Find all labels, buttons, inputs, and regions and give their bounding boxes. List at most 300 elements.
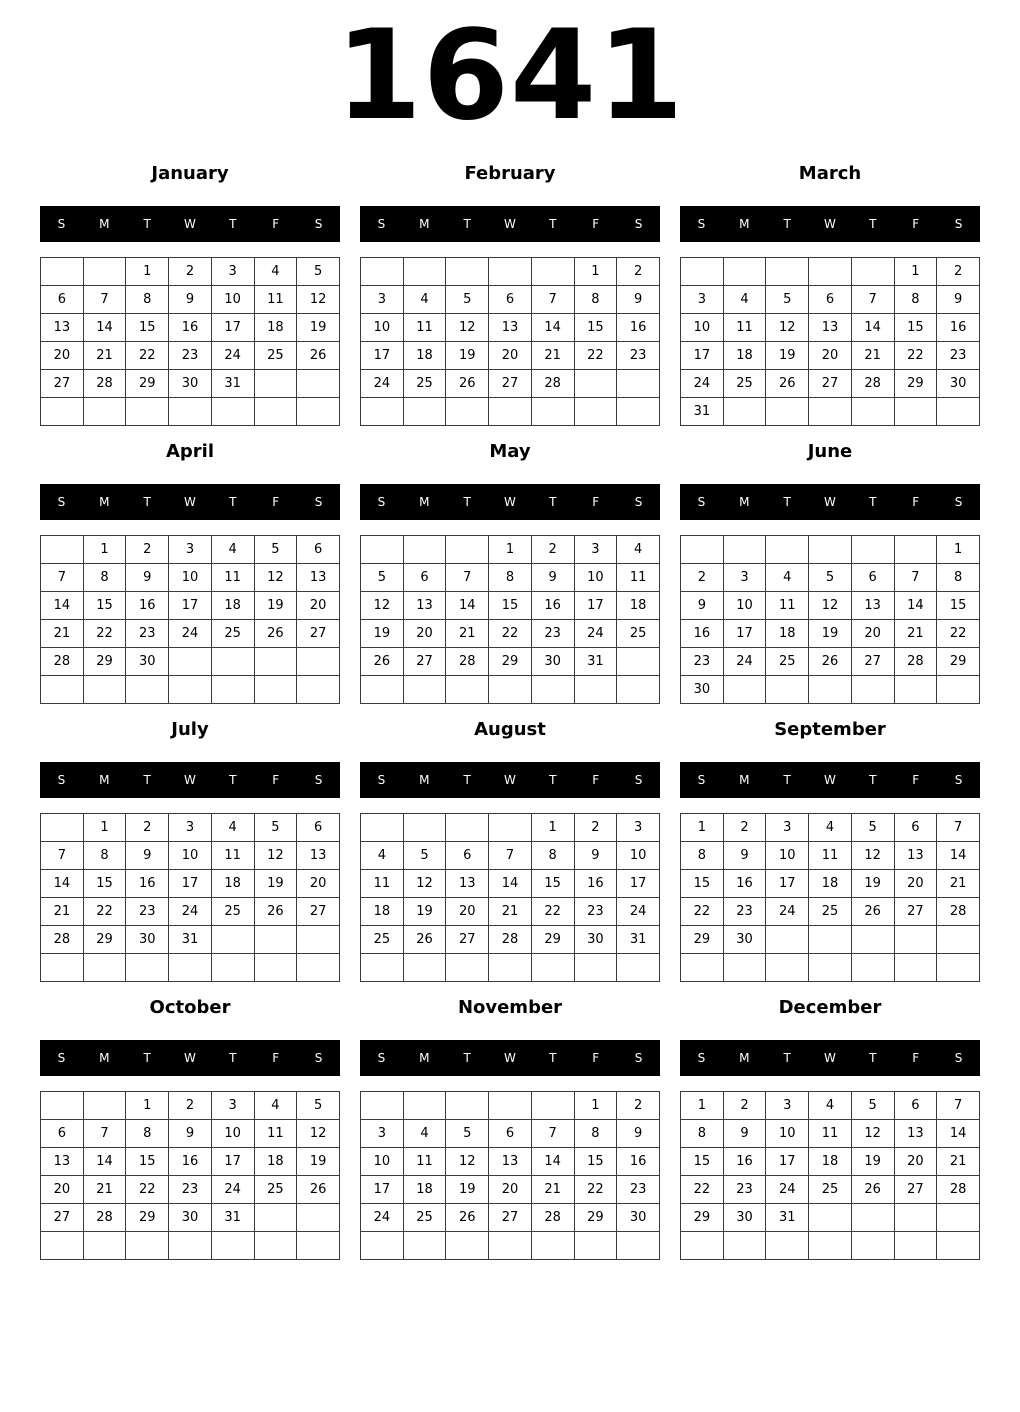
day-cell: 28 [531, 1204, 574, 1232]
week-row [41, 592, 340, 620]
day-cell: 22 [681, 898, 724, 926]
day-cell: 3 [766, 1092, 809, 1120]
day-cell: 14 [851, 314, 894, 342]
week-row [41, 898, 340, 926]
day-cell: 7 [937, 1092, 980, 1120]
day-cell: 19 [446, 1176, 489, 1204]
empty-cell [254, 676, 297, 704]
day-cell: 19 [254, 592, 297, 620]
weekday-label: S [377, 773, 386, 787]
empty-cell [894, 1232, 937, 1260]
weekday-label: M [99, 773, 110, 787]
empty-cell [617, 676, 660, 704]
week-row [361, 1232, 660, 1260]
day-cell: 8 [574, 286, 617, 314]
empty-cell [211, 954, 254, 982]
day-cell: 9 [531, 564, 574, 592]
day-cell: 15 [489, 592, 532, 620]
day-cell: 30 [169, 1204, 212, 1232]
day-cell: 9 [617, 286, 660, 314]
day-cell: 25 [211, 898, 254, 926]
day-cell: 12 [297, 286, 340, 314]
weekday-label: T [783, 773, 791, 787]
week-row [681, 926, 980, 954]
week-row [681, 286, 980, 314]
empty-cell [489, 676, 532, 704]
day-cell: 28 [894, 648, 937, 676]
day-cell: 6 [41, 1120, 84, 1148]
empty-cell [851, 926, 894, 954]
day-cell: 22 [126, 1176, 169, 1204]
day-cell: 1 [574, 258, 617, 286]
week-row [361, 258, 660, 286]
day-cell: 22 [894, 342, 937, 370]
week-row [41, 954, 340, 982]
empty-cell [851, 1204, 894, 1232]
empty-cell [531, 954, 574, 982]
year-title: 1641 [335, 4, 685, 148]
empty-cell [403, 1092, 446, 1120]
week-row [41, 676, 340, 704]
week-row [361, 620, 660, 648]
weekday-label: F [272, 1051, 280, 1065]
day-cell: 28 [851, 370, 894, 398]
day-cell: 14 [41, 870, 84, 898]
weekday-label: M [419, 773, 430, 787]
day-cell: 4 [723, 286, 766, 314]
empty-cell [937, 954, 980, 982]
empty-cell [851, 1232, 894, 1260]
weekday-label: S [57, 773, 66, 787]
week-row [41, 648, 340, 676]
day-cell: 1 [681, 814, 724, 842]
weekday-label: T [143, 217, 151, 231]
weekday-label: W [184, 1051, 196, 1065]
day-cell: 18 [766, 620, 809, 648]
day-cell: 3 [723, 564, 766, 592]
empty-cell [211, 926, 254, 954]
day-cell: 22 [574, 342, 617, 370]
month-name: January [151, 163, 229, 184]
weekday-label: F [592, 773, 600, 787]
day-cell: 18 [723, 342, 766, 370]
month-name: August [474, 719, 546, 740]
empty-cell [681, 258, 724, 286]
empty-cell [894, 926, 937, 954]
day-grid [680, 257, 980, 426]
empty-cell [126, 398, 169, 426]
day-cell: 22 [126, 342, 169, 370]
weekday-label: T [549, 217, 557, 231]
empty-cell [169, 1232, 212, 1260]
week-row [681, 954, 980, 982]
weekday-label: M [419, 495, 430, 509]
weekday-label: F [592, 1051, 600, 1065]
day-cell: 23 [531, 620, 574, 648]
day-cell: 9 [723, 842, 766, 870]
day-cell: 31 [211, 370, 254, 398]
weekday-header [360, 484, 660, 520]
month-name: June [807, 441, 853, 462]
empty-cell [851, 954, 894, 982]
empty-cell [297, 676, 340, 704]
day-grid [40, 1091, 340, 1260]
empty-cell [169, 954, 212, 982]
day-cell: 25 [809, 1176, 852, 1204]
day-cell: 16 [723, 1148, 766, 1176]
weekday-label: W [184, 217, 196, 231]
day-cell: 26 [809, 648, 852, 676]
day-cell: 12 [851, 1120, 894, 1148]
day-cell: 11 [211, 842, 254, 870]
weekday-label: T [229, 217, 237, 231]
weekday-label: S [314, 217, 323, 231]
day-cell: 17 [361, 1176, 404, 1204]
day-cell: 26 [446, 1204, 489, 1232]
week-row [41, 564, 340, 592]
day-cell: 25 [403, 370, 446, 398]
day-cell: 7 [489, 842, 532, 870]
month-name: September [774, 719, 886, 740]
day-cell: 8 [83, 842, 126, 870]
day-cell: 14 [894, 592, 937, 620]
empty-cell [809, 1232, 852, 1260]
weekday-label: S [634, 773, 643, 787]
day-cell: 23 [617, 342, 660, 370]
day-cell: 15 [937, 592, 980, 620]
day-cell: 10 [617, 842, 660, 870]
empty-cell [766, 1232, 809, 1260]
day-cell: 2 [574, 814, 617, 842]
day-cell: 15 [681, 870, 724, 898]
empty-cell [937, 1204, 980, 1232]
day-cell: 5 [851, 814, 894, 842]
week-row [361, 1092, 660, 1120]
day-cell: 8 [126, 1120, 169, 1148]
day-cell: 3 [211, 1092, 254, 1120]
day-cell: 3 [617, 814, 660, 842]
day-cell: 6 [894, 814, 937, 842]
day-cell: 15 [574, 314, 617, 342]
day-cell: 24 [169, 898, 212, 926]
empty-cell [766, 926, 809, 954]
day-cell: 17 [766, 1148, 809, 1176]
day-cell: 6 [894, 1092, 937, 1120]
day-cell: 28 [489, 926, 532, 954]
weekday-label: T [229, 1051, 237, 1065]
week-row [41, 370, 340, 398]
week-row [681, 1176, 980, 1204]
empty-cell [361, 536, 404, 564]
empty-cell [254, 1232, 297, 1260]
day-cell: 29 [83, 926, 126, 954]
day-cell: 10 [169, 564, 212, 592]
day-cell: 26 [254, 620, 297, 648]
day-cell: 19 [851, 870, 894, 898]
empty-cell [766, 398, 809, 426]
weekday-label: S [954, 1051, 963, 1065]
day-cell: 20 [41, 342, 84, 370]
week-row [361, 370, 660, 398]
weekday-header [40, 206, 340, 242]
day-cell: 12 [766, 314, 809, 342]
empty-cell [211, 398, 254, 426]
weekday-label: F [272, 495, 280, 509]
weekday-label: S [57, 495, 66, 509]
day-cell: 1 [126, 1092, 169, 1120]
weekday-label: S [57, 1051, 66, 1065]
week-row [361, 314, 660, 342]
day-cell: 23 [574, 898, 617, 926]
week-row [681, 398, 980, 426]
day-cell: 17 [169, 870, 212, 898]
empty-cell [211, 648, 254, 676]
day-cell: 27 [297, 898, 340, 926]
day-cell: 27 [894, 1176, 937, 1204]
empty-cell [681, 954, 724, 982]
day-cell: 26 [851, 898, 894, 926]
day-cell: 16 [169, 1148, 212, 1176]
day-cell: 28 [531, 370, 574, 398]
weekday-label: T [463, 773, 471, 787]
day-cell: 3 [574, 536, 617, 564]
empty-cell [446, 1232, 489, 1260]
day-cell: 7 [41, 842, 84, 870]
day-cell: 18 [403, 342, 446, 370]
day-cell: 3 [211, 258, 254, 286]
day-cell: 4 [403, 1120, 446, 1148]
empty-cell [851, 676, 894, 704]
day-cell: 10 [169, 842, 212, 870]
day-cell: 24 [574, 620, 617, 648]
weekday-label: F [272, 217, 280, 231]
day-cell: 18 [403, 1176, 446, 1204]
weekday-label: S [697, 773, 706, 787]
day-cell: 11 [211, 564, 254, 592]
day-cell: 17 [574, 592, 617, 620]
empty-cell [83, 258, 126, 286]
day-cell: 2 [126, 814, 169, 842]
day-cell: 18 [211, 870, 254, 898]
day-cell: 28 [83, 370, 126, 398]
weekday-label: W [504, 217, 516, 231]
week-row [361, 398, 660, 426]
day-cell: 20 [489, 1176, 532, 1204]
weekday-label: F [912, 773, 920, 787]
day-cell: 1 [83, 536, 126, 564]
day-cell: 23 [723, 898, 766, 926]
empty-cell [809, 398, 852, 426]
weekday-label: S [954, 495, 963, 509]
week-row [681, 1092, 980, 1120]
empty-cell [617, 1232, 660, 1260]
day-cell: 5 [446, 1120, 489, 1148]
day-cell: 6 [489, 286, 532, 314]
empty-cell [41, 954, 84, 982]
weekday-label: F [592, 217, 600, 231]
day-cell: 5 [254, 536, 297, 564]
day-cell: 21 [83, 342, 126, 370]
week-row [41, 870, 340, 898]
empty-cell [894, 1204, 937, 1232]
day-cell: 9 [126, 842, 169, 870]
day-cell: 10 [361, 314, 404, 342]
day-cell: 20 [894, 1148, 937, 1176]
day-cell: 8 [681, 1120, 724, 1148]
weekday-label: M [739, 217, 750, 231]
empty-cell [41, 1092, 84, 1120]
weekday-label: S [954, 773, 963, 787]
week-row [681, 1232, 980, 1260]
day-cell: 13 [851, 592, 894, 620]
day-grid [360, 535, 660, 704]
day-cell: 29 [126, 370, 169, 398]
day-cell: 13 [446, 870, 489, 898]
day-cell: 10 [766, 1120, 809, 1148]
day-cell: 2 [723, 814, 766, 842]
day-cell: 12 [254, 564, 297, 592]
day-cell: 30 [723, 926, 766, 954]
empty-cell [851, 398, 894, 426]
day-cell: 21 [41, 898, 84, 926]
weekday-label: F [272, 773, 280, 787]
day-grid [40, 257, 340, 426]
day-cell: 7 [446, 564, 489, 592]
day-cell: 7 [531, 1120, 574, 1148]
empty-cell [766, 536, 809, 564]
day-cell: 10 [211, 286, 254, 314]
day-cell: 29 [681, 1204, 724, 1232]
day-cell: 17 [681, 342, 724, 370]
day-cell: 14 [446, 592, 489, 620]
day-cell: 11 [403, 314, 446, 342]
day-cell: 31 [681, 398, 724, 426]
day-cell: 24 [681, 370, 724, 398]
empty-cell [297, 926, 340, 954]
day-cell: 15 [894, 314, 937, 342]
empty-cell [361, 814, 404, 842]
day-cell: 24 [211, 1176, 254, 1204]
day-cell: 20 [446, 898, 489, 926]
day-cell: 28 [937, 898, 980, 926]
empty-cell [403, 258, 446, 286]
day-cell: 11 [403, 1148, 446, 1176]
day-cell: 10 [766, 842, 809, 870]
day-cell: 27 [894, 898, 937, 926]
weekday-header [360, 762, 660, 798]
week-row [361, 592, 660, 620]
day-cell: 25 [617, 620, 660, 648]
day-cell: 17 [617, 870, 660, 898]
day-cell: 5 [809, 564, 852, 592]
day-cell: 22 [574, 1176, 617, 1204]
day-cell: 11 [723, 314, 766, 342]
empty-cell [574, 1232, 617, 1260]
empty-cell [446, 1092, 489, 1120]
empty-cell [254, 954, 297, 982]
day-grid [680, 535, 980, 704]
day-cell: 20 [489, 342, 532, 370]
weekday-label: W [824, 773, 836, 787]
empty-cell [937, 1232, 980, 1260]
month-name: March [798, 163, 862, 184]
day-cell: 2 [617, 258, 660, 286]
empty-cell [83, 1232, 126, 1260]
week-row [41, 536, 340, 564]
day-cell: 5 [361, 564, 404, 592]
week-row [41, 1204, 340, 1232]
day-cell: 14 [83, 314, 126, 342]
weekday-label: W [504, 1051, 516, 1065]
empty-cell [403, 814, 446, 842]
day-cell: 3 [169, 814, 212, 842]
day-cell: 4 [766, 564, 809, 592]
empty-cell [41, 814, 84, 842]
day-cell: 22 [83, 620, 126, 648]
day-cell: 16 [126, 592, 169, 620]
day-cell: 21 [41, 620, 84, 648]
day-cell: 14 [489, 870, 532, 898]
day-grid [40, 535, 340, 704]
day-cell: 5 [446, 286, 489, 314]
month-name: May [489, 441, 531, 462]
day-cell: 18 [809, 870, 852, 898]
empty-cell [937, 676, 980, 704]
empty-cell [446, 398, 489, 426]
empty-cell [809, 676, 852, 704]
empty-cell [531, 258, 574, 286]
day-cell: 9 [937, 286, 980, 314]
day-cell: 11 [766, 592, 809, 620]
day-cell: 23 [723, 1176, 766, 1204]
empty-cell [361, 954, 404, 982]
day-cell: 7 [894, 564, 937, 592]
empty-cell [361, 1232, 404, 1260]
weekday-label: W [504, 773, 516, 787]
day-cell: 1 [937, 536, 980, 564]
day-cell: 10 [574, 564, 617, 592]
empty-cell [617, 648, 660, 676]
empty-cell [83, 1092, 126, 1120]
empty-cell [766, 258, 809, 286]
empty-cell [489, 398, 532, 426]
week-row [681, 870, 980, 898]
day-cell: 29 [574, 1204, 617, 1232]
day-cell: 13 [403, 592, 446, 620]
day-cell: 8 [681, 842, 724, 870]
empty-cell [254, 370, 297, 398]
day-cell: 6 [489, 1120, 532, 1148]
empty-cell [809, 258, 852, 286]
weekday-label: S [377, 1051, 386, 1065]
week-row [361, 842, 660, 870]
empty-cell [574, 398, 617, 426]
day-cell: 12 [254, 842, 297, 870]
day-cell: 26 [403, 926, 446, 954]
day-cell: 16 [531, 592, 574, 620]
empty-cell [681, 536, 724, 564]
week-row [41, 1232, 340, 1260]
day-cell: 9 [723, 1120, 766, 1148]
empty-cell [851, 536, 894, 564]
day-cell: 21 [894, 620, 937, 648]
empty-cell [489, 954, 532, 982]
week-row [681, 564, 980, 592]
day-cell: 23 [617, 1176, 660, 1204]
day-cell: 16 [574, 870, 617, 898]
week-row [361, 954, 660, 982]
empty-cell [297, 648, 340, 676]
